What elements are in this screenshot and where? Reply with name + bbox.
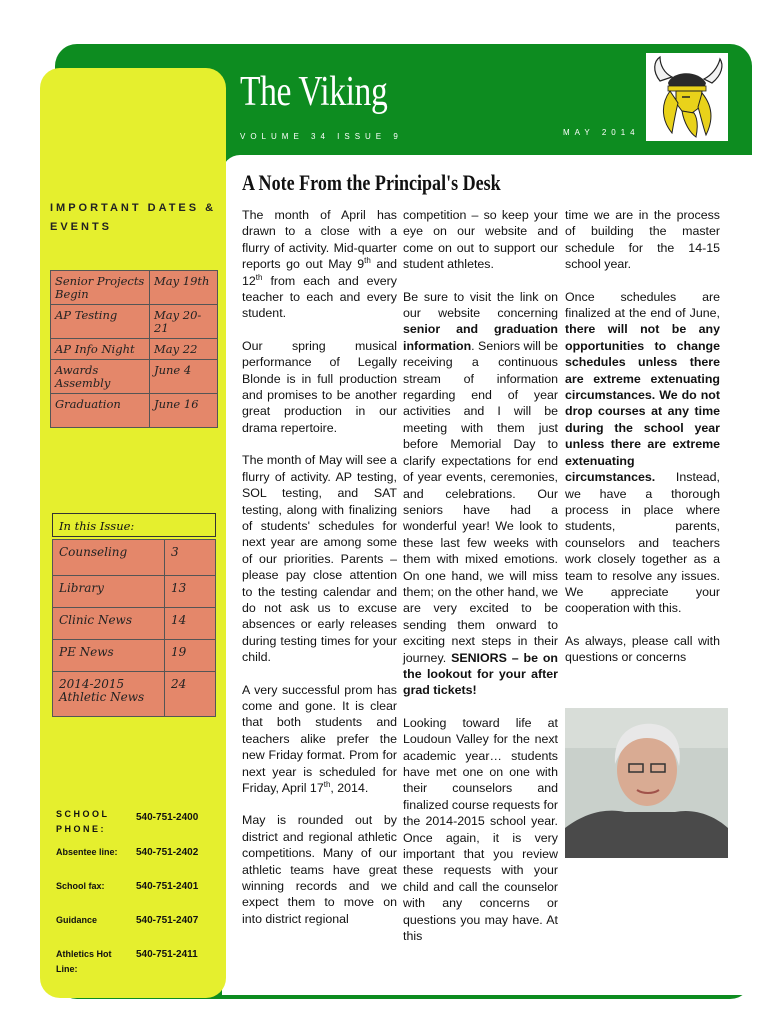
paragraph: Once schedules are finalized at the end of June, there will not be any opportunities to change schedules unless there are extreme extenuating circumstances. We do not drop courses at any time during the school year unless there are extreme extenuating circumstances. Instead, we have a thorough process in place where students, parents, counselors and teachers work closely together as a team to resolve any issues. We appreciate your cooperation with this. [565,289,720,616]
paragraph: Looking toward life at Loudoun Valley for the next academic year… students have met one on one with their counselors and finalized course requests for the 2014-2015 school year. Once again, it is very important that you review these requests with your child and call the counselor with any concerns or questions you may have. At this [403,715,558,944]
paragraph: Our spring musical performance of Legally Blonde is in full production and promises to be another great production in our drama repertoire. [242,338,397,435]
table-row: Awards Assembly June 4 [51,360,218,394]
paragraph: The month of May will see a flurry of activity. AP testing, SOL testing, and SAT testing, along with finalizing of students' schedules for next year are among some of our priorities. Parents – please pay close attention to the testing calendar and do not ask us to excuse absences or early releases during testing times for your child. [242,453,397,665]
article-heading: A Note From the Principal's Desk [242,170,501,195]
table-row: PE News 19 [53,640,216,672]
volume-issue: VOLUME 34 ISSUE 9 [240,132,403,141]
paragraph: competition – so keep your eye on our website and come on out to support our student athletes. [403,208,558,272]
table-row: Senior Projects Begin May 19th [51,271,218,305]
table-row: AP Testing May 20-21 [51,305,218,339]
paragraph: The month of April has drawn to a close with a flurry of activity. Mid-quarter reports go out May 9th and 12th from each and every teacher to each and every student. [242,208,397,321]
paragraph: A very successful prom has come and gone. It is clear that both students and teachers alike prefer the new Friday format. Prom for next year is scheduled for Friday, April 17th, 2014. [242,682,397,795]
important-dates-title: IMPORTANT DATES & EVENTS [50,202,217,233]
table-row: AP Info Night May 22 [51,339,218,360]
table-row: Library 13 [53,576,216,608]
article-column-1 [242,207,397,943]
viking-logo [646,53,728,141]
article-column-2 [403,207,558,960]
newsletter-title: The Viking [240,69,388,115]
table-row: 2014-2015 Athletic News 24 [53,672,216,717]
paragraph: May is rounded out by district and regional athletic competitions. Many of our athletic teams have great winning records and we expect them to move on into district regional [242,813,397,926]
paragraph: time we are in the process of building the master schedule for the 14-15 school year. [565,208,720,272]
paragraph: As always, please call with questions or concerns [565,633,720,665]
in-this-issue-table [52,539,216,717]
paragraph: Be sure to visit the link on our website concerning senior and graduation information. Seniors will be receiving a continuous stream of information regarding end of year activities and I will be meeting with them just before Memorial Day to clarify expectations for end of year events, ceremonies, and celebrations. Our seniors have had a wonderful year! We look to these last few weeks with them with mixed emotions. On one hand, we will miss them; on the other hand, we are very excited to be sending them onward to exciting next steps in their journey. SENIORS – be on the lookout for your after grad tickets! [403,289,558,698]
principal-photo [565,708,728,858]
important-dates-table [50,270,218,428]
in-this-issue-title: In this Issue: [52,513,216,537]
table-row: Graduation June 16 [51,394,218,428]
issue-date: MAY 2014 [563,128,640,137]
table-row: Clinic News 14 [53,608,216,640]
article-column-3 [565,207,720,682]
table-row: Counseling 3 [53,540,216,576]
